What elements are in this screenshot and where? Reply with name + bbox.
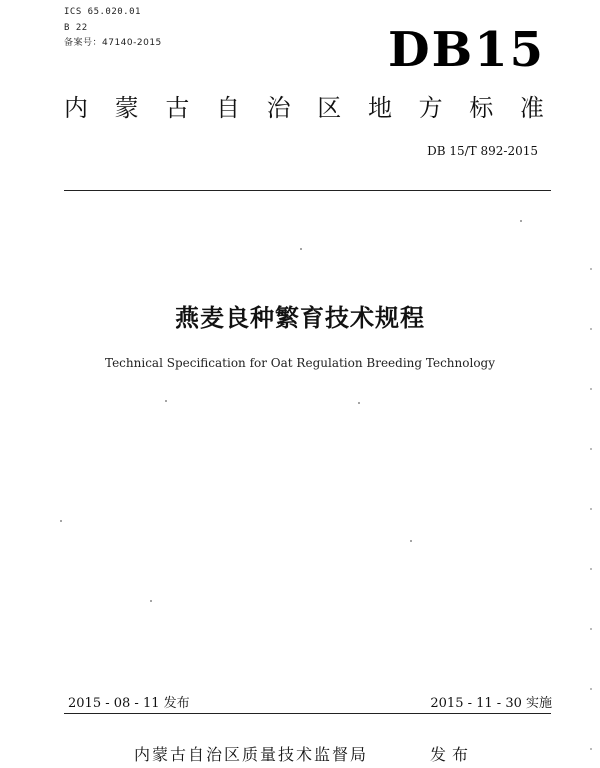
scan-speck xyxy=(165,400,167,402)
top-divider xyxy=(64,190,551,191)
standard-category-char: 地 xyxy=(367,94,392,122)
record-number: 备案号：47140-2015 xyxy=(64,38,162,48)
scan-speck xyxy=(150,600,152,602)
scan-speck xyxy=(410,540,412,542)
standard-category-char: 标 xyxy=(469,94,494,122)
standard-category-char: 准 xyxy=(519,94,544,122)
implementation-date: 2015 - 11 - 30 实施 xyxy=(430,696,552,711)
document-title-chinese: 燕麦良种繁育技术规程 xyxy=(175,304,425,332)
standard-category-char: 蒙 xyxy=(114,94,139,122)
ics-code: ICS 65.020.01 xyxy=(64,7,141,17)
document-title-english: Technical Specification for Oat Regulation Breeding Technology xyxy=(105,356,495,370)
bottom-divider xyxy=(64,713,551,714)
db15-logo: DB15 xyxy=(388,22,545,78)
standard-category-char: 内 xyxy=(64,94,88,122)
scan-speck xyxy=(520,220,522,222)
scan-edge-marks xyxy=(590,250,592,750)
standard-category-char: 自 xyxy=(215,94,240,122)
standard-category-char: 治 xyxy=(266,94,291,122)
standard-number: DB 15/T 892-2015 xyxy=(427,144,538,158)
publisher-name: 内蒙古自治区质量技术监督局 xyxy=(134,745,369,764)
publish-label: 发布 xyxy=(430,745,475,764)
standard-category-title xyxy=(64,92,544,124)
scan-speck xyxy=(358,402,360,404)
ccs-code: B 22 xyxy=(64,23,88,33)
issue-date: 2015 - 08 - 11 发布 xyxy=(68,696,190,711)
standard-category-char: 区 xyxy=(317,94,342,122)
scan-speck xyxy=(300,248,302,250)
standard-category-char: 方 xyxy=(418,94,443,122)
scan-speck xyxy=(60,520,62,522)
standard-category-char: 古 xyxy=(165,94,190,122)
